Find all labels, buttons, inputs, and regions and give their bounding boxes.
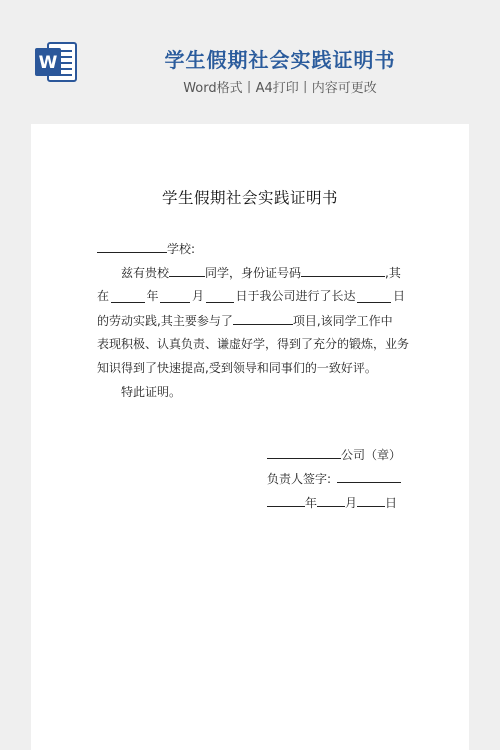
paragraph-line-3 xyxy=(97,313,405,328)
paragraph-line-5: 知识得到了快速提高,受到领导和同事们的一致好评。 xyxy=(97,361,377,375)
date-line xyxy=(267,495,397,510)
text-segment: 年 xyxy=(146,289,159,303)
day-blank[interactable] xyxy=(206,291,234,303)
header xyxy=(0,0,500,112)
sign-month-blank[interactable] xyxy=(317,495,345,507)
signer-label: 负责人签字: xyxy=(267,472,332,486)
project-blank[interactable] xyxy=(233,313,293,325)
signer-line xyxy=(267,471,401,486)
duration-blank[interactable] xyxy=(357,291,391,303)
company-seal-line xyxy=(267,447,401,462)
text-segment: 日于我公司进行了长达 xyxy=(235,289,356,303)
sign-day-blank[interactable] xyxy=(357,495,385,507)
school-blank[interactable] xyxy=(97,241,167,253)
text-segment: 月 xyxy=(191,289,204,303)
year-blank[interactable] xyxy=(111,291,145,303)
text-segment: 月 xyxy=(345,496,358,510)
text-segment: 同学，身份证号码 xyxy=(205,266,302,280)
word-icon xyxy=(34,40,78,84)
school-line xyxy=(97,241,405,256)
text-segment: 兹有贵校 xyxy=(121,266,170,280)
student-name-blank[interactable] xyxy=(169,265,205,277)
text-segment: 日 xyxy=(385,496,398,510)
page-title: 学生假期社会实践证明书 xyxy=(164,48,396,72)
company-blank[interactable] xyxy=(267,447,341,459)
document-page xyxy=(31,124,469,750)
school-suffix: 学校: xyxy=(167,242,196,256)
month-blank[interactable] xyxy=(160,291,190,303)
text-segment: 年 xyxy=(305,496,318,510)
paragraph-line-2 xyxy=(97,289,405,303)
paragraph-line-1 xyxy=(97,265,405,280)
text-segment: 日 xyxy=(392,289,405,303)
text-segment: 的劳动实践,其主要参与了 xyxy=(97,314,233,328)
sign-year-blank[interactable] xyxy=(267,495,305,507)
text-segment: ,其 xyxy=(385,266,401,280)
text-segment: 在 xyxy=(97,289,110,303)
paragraph-line-6 xyxy=(97,385,405,399)
document-title: 学生假期社会实践证明书 xyxy=(161,189,338,207)
id-number-blank[interactable] xyxy=(301,265,385,277)
signature-blank[interactable] xyxy=(337,471,401,483)
company-suffix: 公司（章） xyxy=(341,448,402,462)
text-segment: 特此证明。 xyxy=(121,385,182,399)
paragraph-line-4: 表现积极、认真负责、谦虚好学，得到了充分的锻炼，业务 xyxy=(97,337,410,351)
page-subtitle: Word格式丨A4打印丨内容可更改 xyxy=(183,81,377,96)
text-segment: 项目,该同学工作中 xyxy=(292,314,393,328)
word-icon-letter: W xyxy=(38,53,58,73)
